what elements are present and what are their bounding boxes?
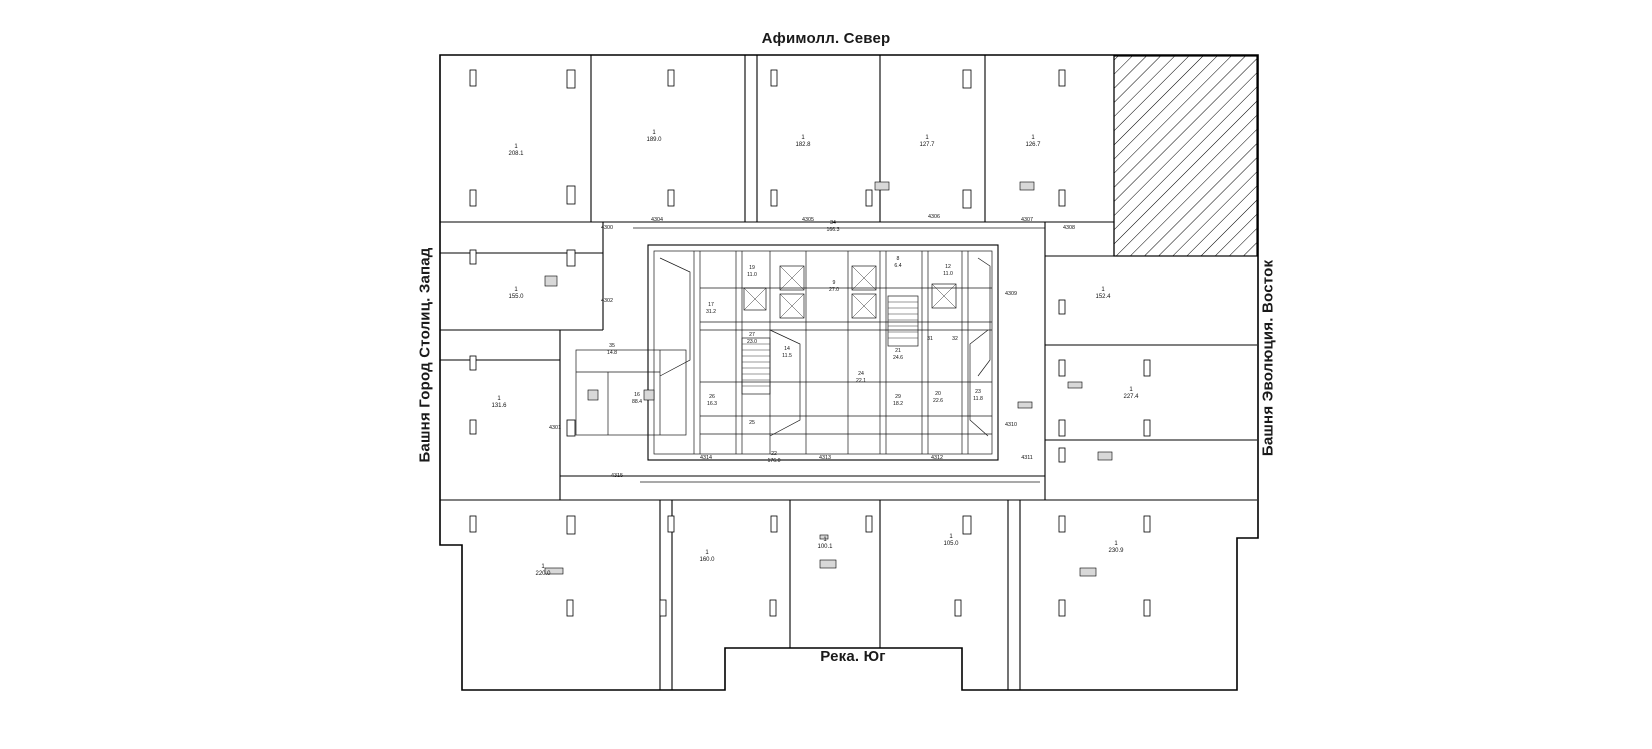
room-number: 26 — [709, 394, 715, 400]
room-area: 131.6 — [491, 403, 507, 409]
room-area: 230.9 — [1108, 548, 1124, 554]
room-area: 105.0 — [943, 541, 959, 547]
room-number: 1 — [541, 564, 545, 570]
room-number: 20 — [935, 391, 941, 397]
room-number: 1 — [823, 537, 827, 543]
room-area: 16.3 — [706, 401, 718, 407]
room-area: 11.8 — [973, 396, 983, 402]
axis-tag: 4307 — [1021, 217, 1033, 223]
room-number: 21 — [895, 348, 901, 354]
room-number: 1 — [925, 135, 929, 141]
room-area: 22.6 — [932, 398, 944, 404]
room-area: 155.0 — [508, 294, 524, 300]
room-area: 126.7 — [1025, 142, 1041, 148]
room-area: 152.4 — [1095, 294, 1111, 300]
room-number: 17 — [708, 302, 714, 308]
label-north: Афимолл. Север — [761, 30, 891, 47]
room-area: 227.4 — [1123, 394, 1139, 400]
room-number: 1 — [652, 130, 656, 136]
room-area: 208.1 — [508, 151, 524, 157]
room-number: 1 — [801, 135, 805, 141]
axis-tag: 4304 — [651, 217, 663, 223]
room-area: 23.0 — [746, 339, 758, 345]
room-area: 189.0 — [646, 137, 662, 143]
room-number: 22 — [771, 451, 777, 457]
room-label — [749, 420, 755, 426]
room-number: 34 — [830, 220, 836, 226]
room-area: 176.0 — [767, 458, 781, 464]
room-number: 1 — [514, 144, 518, 150]
room-area: 24.6 — [892, 355, 904, 361]
axis-tag: 4301 — [549, 425, 561, 431]
room-number: 14 — [784, 346, 790, 352]
room-number: 1 — [705, 550, 709, 556]
room-number: 32 — [952, 336, 958, 342]
room-label — [927, 336, 933, 342]
room-number: 31 — [927, 336, 933, 342]
axis-tag: 4313 — [819, 455, 831, 461]
room-number: 1 — [1031, 135, 1035, 141]
hatched-area-northeast — [1114, 56, 1257, 256]
axis-tag: 4302 — [601, 298, 613, 304]
axis-tag: 4300 — [601, 225, 613, 231]
axis-tag: 4314 — [700, 455, 712, 461]
room-number: 35 — [609, 343, 615, 349]
axis-tag: 4308 — [1063, 225, 1075, 231]
room-area: 160.0 — [699, 557, 715, 563]
room-area: 11.0 — [747, 272, 757, 278]
room-number: 1 — [949, 534, 953, 540]
room-area: 88.4 — [631, 399, 643, 405]
room-area: 182.8 — [795, 142, 811, 148]
room-number: 1 — [1129, 387, 1133, 393]
room-number: 25 — [749, 420, 755, 426]
axis-tag: 4311 — [1021, 455, 1033, 461]
room-area: 14.8 — [606, 350, 618, 356]
label-south: Река. Юг — [820, 648, 886, 665]
room-area: 100.1 — [817, 544, 833, 550]
room-label — [952, 336, 958, 342]
room-area: 11.5 — [782, 353, 792, 359]
label-west: Башня Город Столиц. Запад — [416, 247, 434, 463]
axis-tag: 4305 — [802, 217, 814, 223]
room-number: 1 — [497, 396, 501, 402]
axis-tag: 4309 — [1005, 291, 1017, 297]
room-number: 19 — [749, 265, 755, 271]
room-area: 18.2 — [892, 401, 904, 407]
room-area: 11.0 — [943, 271, 953, 277]
axis-tag: 4315 — [611, 473, 623, 479]
room-area: 22.1 — [855, 378, 867, 384]
axis-tag: 4310 — [1005, 422, 1017, 428]
room-number: 27 — [749, 332, 755, 338]
room-area: 166.3 — [826, 227, 840, 233]
label-east: Башня Эволюция. Восток — [1259, 259, 1277, 457]
room-number: 1 — [1114, 541, 1118, 547]
room-number: 1 — [514, 287, 518, 293]
axis-tag: 4306 — [928, 214, 940, 220]
room-number: 16 — [634, 392, 640, 398]
room-area: 6.4 — [894, 263, 902, 269]
axis-tag: 4312 — [931, 455, 943, 461]
room-number: 12 — [945, 264, 951, 270]
room-area: 27.0 — [828, 287, 840, 293]
room-number: 1 — [1101, 287, 1105, 293]
room-number: 29 — [895, 394, 901, 400]
room-number: 8 — [896, 256, 900, 262]
room-number: 23 — [975, 389, 981, 395]
room-number: 9 — [832, 280, 836, 286]
room-number: 24 — [858, 371, 864, 377]
room-area: 127.7 — [919, 142, 935, 148]
room-area: 31.2 — [705, 309, 717, 315]
room-area: 220.0 — [535, 571, 551, 577]
